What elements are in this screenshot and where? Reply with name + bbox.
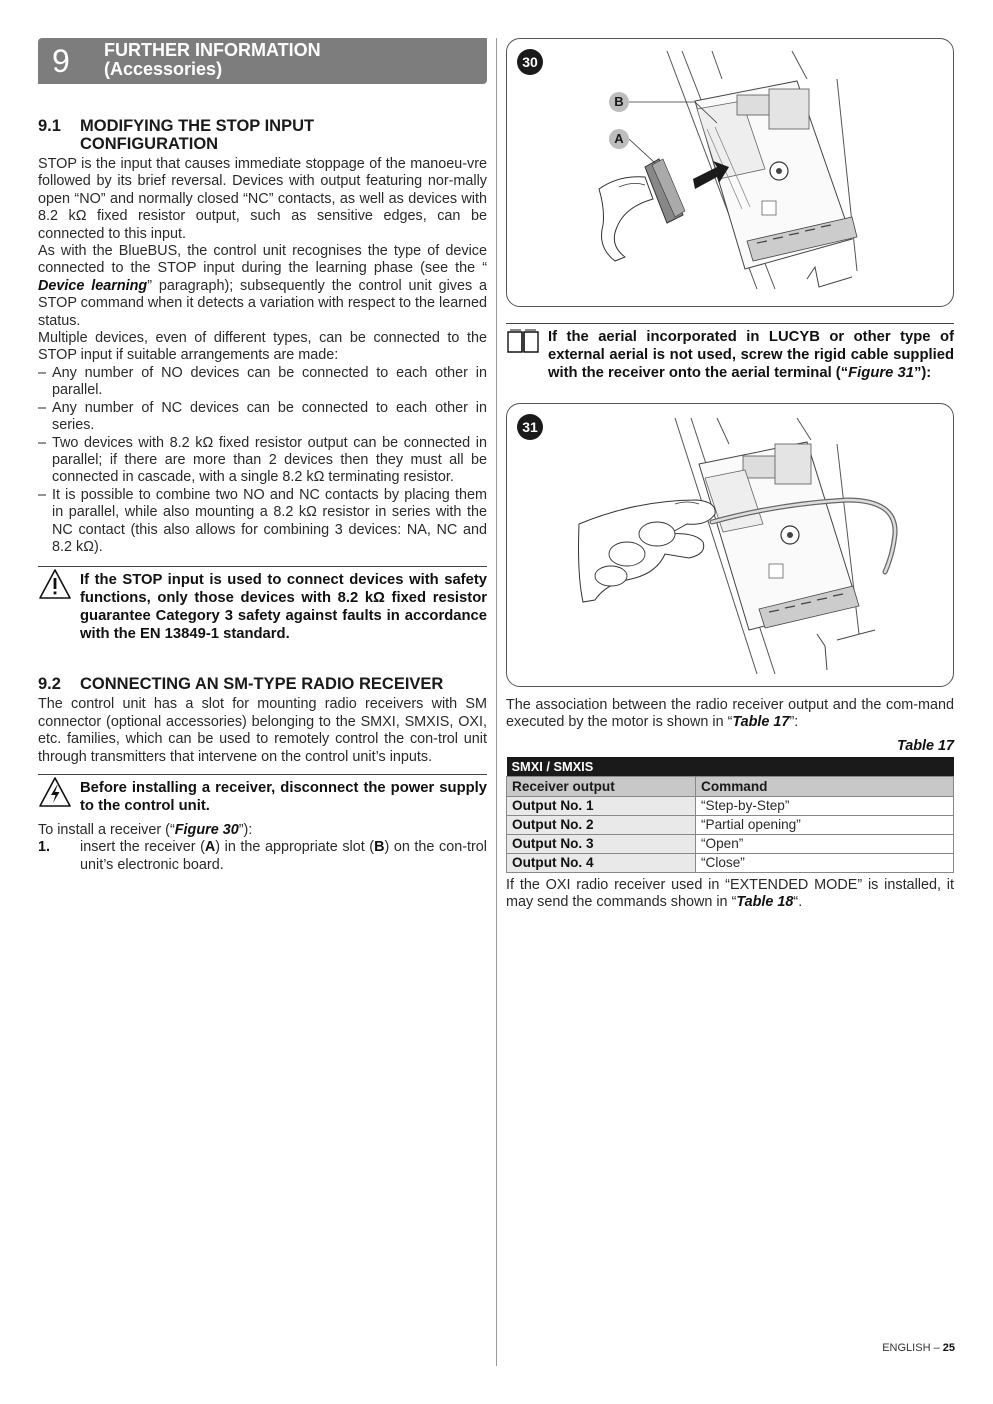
stop-paragraph-1: STOP is the input that causes immediate stoppage of the manoeu-vre followed by its brief reversal. Devices with output featuring nor-mally open “NO” and normally closed “NC” contacts, as well as devices with 8.2 kΩ fixed resistor output, such as sensitive edges, can be connected to this input. xyxy=(38,156,487,242)
warning-triangle-icon xyxy=(38,567,72,601)
step-text-c: ) on the con-trol unit’s electronic board. xyxy=(80,839,487,873)
table-17-caption: Table 17 xyxy=(896,737,954,754)
aerial-note xyxy=(506,323,954,382)
stop-safety-warning-text: If the STOP input is used to connect devices with safety functions, only those devices with 8.2 kΩ fixed resistor guarantee Category 3 safety against faults in accordance with the EN 13849-1 standard. xyxy=(80,572,487,643)
receiver-insertion-illustration xyxy=(507,39,953,304)
step-text-a: insert the receiver ( xyxy=(80,839,205,856)
aerial-note-text-b: ”): xyxy=(913,365,932,381)
power-disconnect-warning xyxy=(38,774,487,815)
table-cell-output: Output No. 3 xyxy=(507,834,696,853)
callout-label-b: B xyxy=(609,92,629,112)
association-text-b: ”: xyxy=(789,714,799,731)
section-title-line1: MODIFYING THE STOP INPUT xyxy=(80,117,315,135)
install-step-1 xyxy=(38,839,487,874)
power-disconnect-warning-text: Before installing a receiver, disconnect the power supply to the control unit. xyxy=(80,779,487,814)
table-cell-command: “Close” xyxy=(696,853,954,872)
section-number: 9.2 xyxy=(38,675,61,694)
list-item: – Any number of NO devices can be connected to each other in parallel. xyxy=(38,365,487,400)
chapter-header xyxy=(38,38,487,84)
table-cell-output: Output No. 4 xyxy=(507,853,696,872)
table-row xyxy=(507,796,954,815)
install-intro-text-a: To install a receiver (“ xyxy=(38,821,175,838)
footer-language: ENGLISH – xyxy=(882,1342,943,1354)
chapter-number: 9 xyxy=(52,43,70,79)
oxi-text-a: If the OXI radio receiver used in “EXTENDED MODE” is installed, it may send the commands shown in “ xyxy=(506,876,954,911)
table-17-link[interactable]: Table 17 xyxy=(732,714,790,731)
oxi-paragraph xyxy=(506,877,954,912)
section-number: 9.1 xyxy=(38,117,61,135)
table-18-link[interactable]: Table 18 xyxy=(736,894,794,911)
step-number: 1. xyxy=(38,839,51,856)
table-cell-command: “Open” xyxy=(696,834,954,853)
stop-paragraph-2 xyxy=(38,243,487,330)
table-cell-command: “Partial opening” xyxy=(696,815,954,834)
aerial-note-text xyxy=(548,328,954,382)
figure-number: 31 xyxy=(517,414,543,440)
table-cell-command: “Step-by-Step” xyxy=(696,796,954,815)
section-9-2-heading xyxy=(38,675,487,693)
device-learning-link[interactable]: Device learning xyxy=(38,277,148,294)
figure-31-link[interactable]: Figure 31 xyxy=(848,365,914,381)
table-title: SMXI / SMXIS xyxy=(507,757,954,777)
install-intro xyxy=(38,822,487,839)
column-header-receiver-output: Receiver output xyxy=(507,776,696,796)
figure-30-link[interactable]: Figure 30 xyxy=(174,821,239,838)
stop-paragraph-2-text-a: As with the BlueBUS, the control unit recognises the type of device connected to the STOP input during the learning phase (see the “ xyxy=(38,243,487,277)
table-cell-output: Output No. 1 xyxy=(507,796,696,815)
stop-paragraph-3: Multiple devices, even of different types, can be connected to the STOP input if suitable arrangements are made: xyxy=(38,330,487,364)
section-9-1-heading xyxy=(38,117,487,153)
table-17 xyxy=(506,757,954,873)
step-text-b: ) in the appropriate slot ( xyxy=(215,839,375,856)
association-text-a: The association between the radio receiver output and the com-mand executed by the motor is shown in “ xyxy=(506,697,954,731)
list-item: – Two devices with 8.2 kΩ fixed resistor output can be connected in parallel; if there are more than 2 devices then they must all be connected in cascade, with a single 8.2 kΩ terminating resistor. xyxy=(38,435,487,487)
radio-receiver-paragraph: The control unit has a slot for mounting radio receivers with SM connector (optional accessories) belonging to the SMXI, SMXIS, OXI, etc. families, which can be used to remotely control the con-trol unit through transmitters that intervene on the control unit’s inputs. xyxy=(38,696,487,765)
table-row xyxy=(507,853,954,872)
stop-arrangement-list xyxy=(38,365,487,556)
step-label-a: A xyxy=(204,839,216,856)
install-intro-text-b: ”): xyxy=(238,821,253,838)
chapter-title-line2: (Accessories) xyxy=(104,59,223,79)
chapter-title xyxy=(104,41,321,79)
section-title: CONNECTING AN SM-TYPE RADIO RECEIVER xyxy=(80,675,444,694)
list-item: – It is possible to combine two NO and NC contacts by placing them in parallel, while also mounting a 8.2 kΩ resistor in series with the NC contact (this also allows for combining 3 devices: NA, NC and 8.2 kΩ). xyxy=(38,487,487,557)
page-number: 25 xyxy=(942,1342,955,1354)
page-footer xyxy=(882,1342,955,1354)
stop-safety-warning xyxy=(38,566,487,643)
figure-number: 30 xyxy=(517,49,543,75)
table-row xyxy=(507,815,954,834)
manual-book-icon xyxy=(506,324,540,358)
figure-31 xyxy=(506,403,954,687)
aerial-note-text-a: If the aerial incorporated in LUCYB or other type of external aerial is not used, screw the rigid cable supplied with the receiver onto the aerial terminal (“ xyxy=(548,329,954,381)
column-header-command: Command xyxy=(696,776,954,796)
chapter-title-line1: FURTHER INFORMATION xyxy=(104,40,321,60)
callout-label-a: A xyxy=(609,129,629,149)
figure-30 xyxy=(506,38,954,307)
right-column xyxy=(506,38,954,912)
stop-paragraph-2-text-b: ” paragraph); subsequently the control unit gives a STOP command when it detects a variation with respect to the learned status. xyxy=(38,277,488,329)
association-paragraph xyxy=(506,697,954,732)
table-cell-output: Output No. 2 xyxy=(507,815,696,834)
table-row xyxy=(507,834,954,853)
list-item: – Any number of NC devices can be connected to each other in series. xyxy=(38,400,487,435)
electric-hazard-icon xyxy=(38,775,72,809)
aerial-cable-illustration xyxy=(507,404,953,684)
step-label-b: B xyxy=(374,839,385,856)
column-divider xyxy=(496,38,497,1366)
oxi-text-b: “. xyxy=(793,894,803,911)
left-column xyxy=(38,38,487,874)
section-title-line2: CONFIGURATION xyxy=(80,135,219,153)
